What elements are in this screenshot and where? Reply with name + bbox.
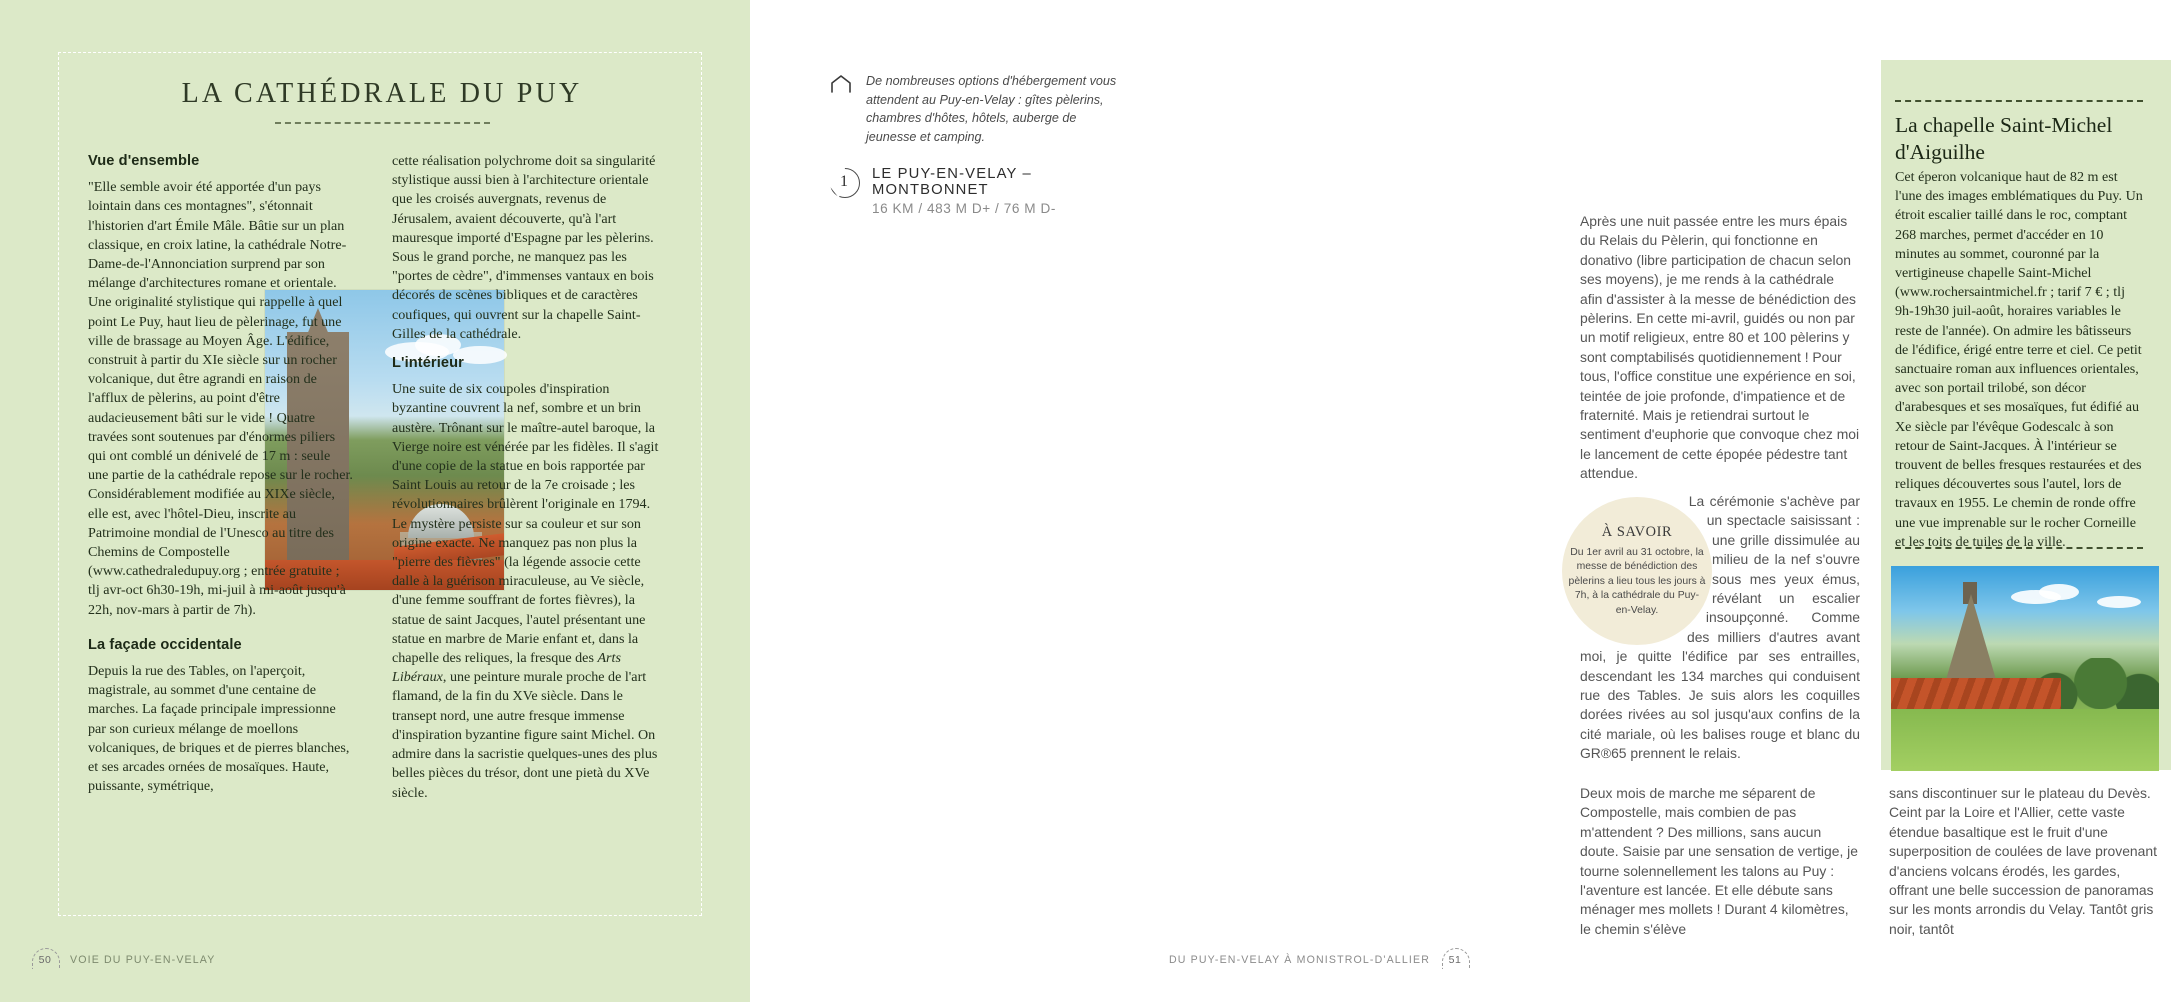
left-column-text [88, 152, 353, 807]
left-page [0, 0, 750, 1002]
title-divider [275, 122, 490, 124]
stage-number-badge [830, 168, 860, 198]
volcanic-rock-shape [1943, 594, 1999, 690]
interior-italic-title: Arts Libéraux [392, 650, 621, 686]
heading-linterieur: L'intérieur [392, 355, 464, 372]
paragraph-overview: "Elle semble avoir été apportée d'un pays lointain dans ces montagnes", s'étonnait l'historien d'art Émile Mâle. Bâtie sur un plan classique, en croix latine, la cathédrale Notre-Dame-de-l'Annonciation surprend par son mélange d'architectures romane et orientale. Une originalité stylistique qui rappelle à quel point Le Puy, haut lieu de pèlerinage, fut une ville de brassage au Moyen Âge. L'édifice, construit à partir du XIe siècle sur un rocher volcanique, dut être agrandi en raison de l'afflux de pèlerins, au point d'être audacieusement bâti sur le vide ! Quatre travées sont soutenues par d'énormes piliers qui ont comblé un dénivelé de 17 m : seule une partie de la cathédrale repose sur le rocher. Considérablement modifiée au XIXe siècle, elle est, avec l'hôtel-Dieu, inscrite au Patrimoine mondial de l'Unesco au titre des Chemins de Compostelle (www.cathedraledupuy.org ; entrée gratuite ; tlj avr-oct 6h30-19h, mi-juil à mi-août jusqu'à 22h, nov-mars à partir de 7h). [88, 179, 353, 618]
stage-number: 1 [840, 173, 848, 190]
a-savoir-callout [1562, 497, 1712, 645]
paragraph-interior [392, 380, 664, 802]
left-page-second-column [392, 152, 664, 813]
footer-right-label: DU PUY-EN-VELAY À MONISTROL-D'ALLIER [1168, 954, 1430, 966]
stage-header [830, 166, 1130, 216]
heading-facade-occidentale: La façade occidentale [88, 636, 242, 653]
folio-arc-icon [32, 948, 60, 969]
sidebar-title: La chapelle Saint-Michel d'Aiguilhe [1895, 113, 2113, 164]
folio-number: 51 [1448, 954, 1462, 966]
footer-left [30, 950, 215, 970]
stage-stats: 16 KM / 483 M D+ / 76 M D- [872, 201, 1056, 216]
paragraph-polychrome: cette réalisation polychrome doit sa singularité stylistique aussi bien à l'architecture orientale que les croisés auvergnats, revenus de Jérusalem, avaient découverte, qu'à l'art mauresque importé d'Espagne par les pèlerins. Sous le grand porche, ne manquez pas les "portes de cèdre", d'immenses vantaux en bois décorés de scènes bibliques et de caractères coufiques, qui ouvrent sur la chapelle Saint-Gilles de la cathédrale. [392, 153, 656, 342]
interior-text-b: , une peinture murale proche de l'art flamand, de la fin du XVe siècle. Dans le transept nord, une autre fresque immense d'inspiration byzantine figure saint Michel. On admire dans la sacristie quelques-unes des plus belles pièces du trésor, dont une pietà du XVe siècle. [392, 669, 658, 801]
page-number-right [1440, 950, 1470, 970]
lodging-tip [832, 72, 1124, 146]
right-page [750, 0, 2157, 1002]
page-title: LA CATHÉDRALE DU PUY [181, 78, 583, 109]
a-savoir-body: Du 1er avril au 31 octobre, la messe de bénédiction des pèlerins a lieu tous les jours à 7h, à la cathédrale du Puy-en-Velay. [1568, 546, 1706, 616]
sidebar-divider-bottom [1895, 547, 2143, 549]
narrative-block-1 [1580, 212, 1860, 495]
narrative-block-3 [1580, 784, 1860, 950]
stage-title: LE PUY-EN-VELAY – MONTBONNET [872, 166, 1032, 198]
folio-arc-icon [1442, 948, 1470, 969]
narrative-paragraph-3: Deux mois de marche me séparent de Compostelle, mais combien de pas m'attendent ? Des millions, sans aucun doute. Saisie par une sensation de vertige, je tourne solennellement les talons au Puy : l'aventure est lancée. Et elle débute sans ménager mes mollets ! Durant 4 kilomètres, le chemin s'élève [1580, 785, 1858, 937]
page-number-left [30, 950, 60, 970]
folio-number: 50 [38, 954, 52, 966]
footer-right [1169, 950, 1470, 970]
narrative-after-sidebar: sans discontinuer sur le plateau du Devès. Ceint par la Loire et l'Allier, cette vaste étendue basaltique est le fruit d'une superposition de coulées de lave provenant d'anciens volcans érodés, les gardes, offrant une belle succession de panoramas sur les monts arrondis du Velay. Tantôt gris noir, tantôt [1889, 785, 2157, 937]
meadow-shape [1891, 709, 2159, 771]
aiguilhe-photo [1891, 566, 2159, 771]
a-savoir-title: À SAVOIR [1601, 523, 1673, 540]
sidebar-body: Cet éperon volcanique haut de 82 m est l'une des images emblématiques du Puy. Un étroit escalier taillé dans le roc, comptant 268 marches, permet d'accéder en 10 minutes au sommet, couronné par la vertigineuse chapelle Saint-Michel (www.rochersaintmichel.fr ; tarif 7 € ; tlj 9h-19h30 juil-août, horaires variables le reste de l'année). On admire les bâtisseurs de l'édifice, érigé entre terre et ciel. Ce petit sanctuaire roman aux influences orientales, avec son portail trilobé, son décor d'arabesques et ses mosaïques, fut édifié au Xe siècle par l'évêque Godescalc à son retour de Saint-Jacques. À l'intérieur se trouvent de belles fresques restaurées et des reliques découvertes sous l'autel, lors de travaux en 1955. Le chemin de ronde offre une vue imprenable sur le rocher Corneille et les toits de tuiles de la ville. [1895, 169, 2143, 550]
footer-left-label: VOIE DU PUY-EN-VELAY [70, 954, 216, 966]
lodging-tip-text: De nombreuses options d'hébergement vous attendent au Puy-en-Velay : gîtes pèlerins, chambres d'hôtes, hôtels, auberge de jeunesse et camping. [866, 74, 1117, 144]
heading-vue-densemble: Vue d'ensemble [88, 153, 200, 169]
paragraph-facade: Depuis la rue des Tables, on l'aperçoit, magistrale, au sommet d'une centaine de marches. La façade principale impressionne par son curieux mélange de moellons volcaniques, de briques et de pierres blanches, et ses arcades ornées de mosaïques. Haute, puissante, symétrique, [88, 663, 350, 795]
narrative-paragraph-2: La cérémonie s'achève par un spectacle saisissant : une grille dissimulée au milieu de la nef s'ouvre sous mes yeux émus, révélant un escalier insoupçonné. Comme des milliers d'autres avant moi, je quitte l'édifice par ses entrailles, descendant les 134 marches qui conduisent rue des Tables. Je suis alors les coquilles dorées rivées au sol jusqu'aux confins de la cité mariale, où les balises rouge et blanc du GR®65 prennent le relais. [1580, 493, 1860, 762]
narrative-paragraph-1: Après une nuit passée entre les murs épais du Relais du Pèlerin, qui fonctionne en donativo (libre participation de chacun selon ses moyens), je me rends à la cathédrale afin d'assister à la messe de bénédiction des pèlerins. En cette mi-avril, guidés ou non par un motif religieux, entre 80 et 100 pèlerins y sont comptabilisés quotidiennement ! Pour tous, l'office constitue une expérience en soi, teintée de joie profonde, d'impatience et de fraternité. Mais je retiendrai surtout le sentiment d'euphorie que convoque chez moi le lancement de cette épopée pédestre tant attendue. [1580, 213, 1860, 482]
interior-text-a: Une suite de six coupoles d'inspiration byzantine couvrent la nef, sombre et un brin austère. Trônant sur le maître-autel baroque, la Vierge noire est vénérée par les fidèles. Il s'agit d'une copie de la statue en bois rapportée par Saint Louis au retour de la 7e croisade ; les révolutionnaires brûlèrent l'originale en 1794. Le mystère persiste sur sa couleur et sur son origine exacte. Ne manquez pas non plus la "pierre des fièvres" (la légende associe cette dalle à la guérison miraculeuse, au Ve siècle, d'une femme souffrant de fortes fièvres), la statue de saint Jacques, l'autel présentant une statue en marbre de Marie enfant et, dans la chapelle des reliques, la fresque des [392, 381, 659, 667]
sidebar-divider-top [1895, 100, 2143, 102]
